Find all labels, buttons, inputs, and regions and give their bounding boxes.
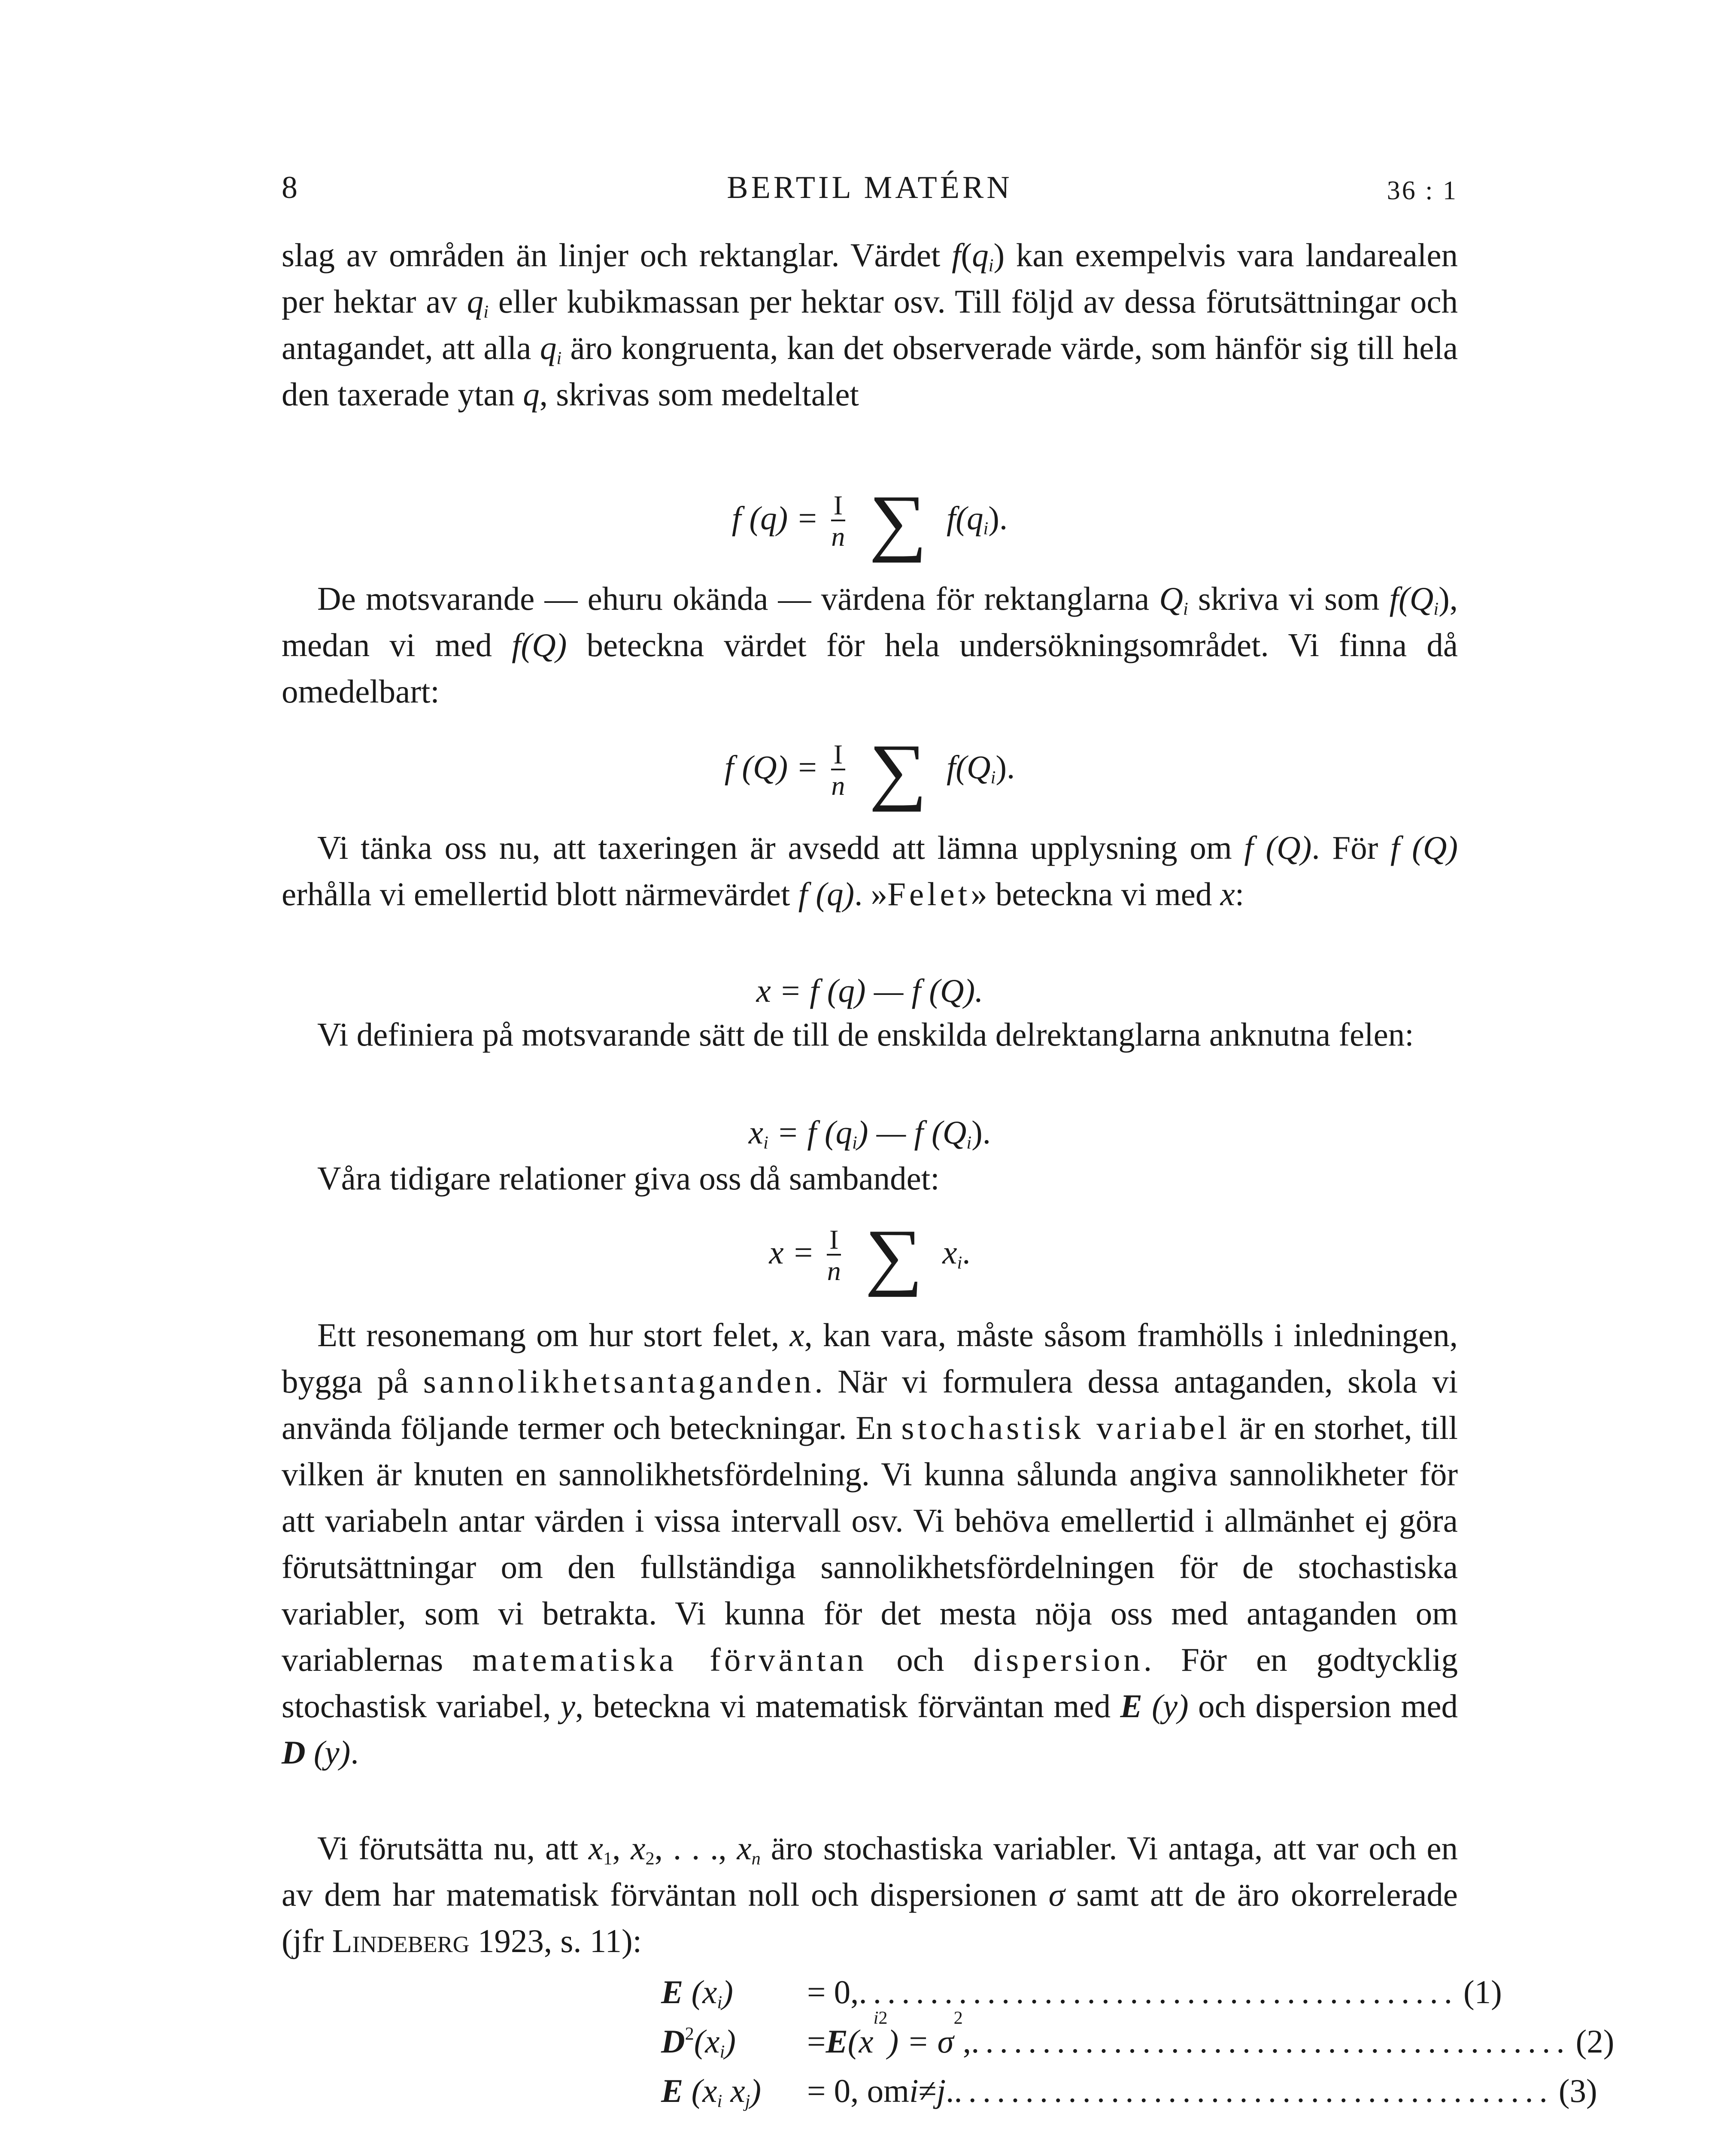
equation-error-x: x = f (q) — f (Q). <box>756 972 983 1010</box>
document-page: 8 BERTIL MATÉRN 36 : 1 slag av områden än linjer och rektanglar. Värdet $f(q_i)$ kan exempelvis vara landarealen per hektar av $q_i$ eller kubikmassan per hektar osv. Till följd av dessa förutsättningar och antagandet, att alla $q_i$ äro kongruenta, kan det observerade värde, som hänför sig till hela den taxerade ytan q, skrivas som medeltalet f (q) = $\frac{I}{n}$ ∑ $f(q_i)$. De motsvarande — ehuru okända — värdena för rektanglarna $Q_i$ skriva vi som $f(Q_i)$, medan vi med f(Q) beteckna värdet för hela undersökningsområdet. Vi finna då omedelbart: f (Q) = $\frac{I}{n}$ ∑ $f(Q_i)$. Vi tänka oss nu, att taxeringen är avsedd att lämna upplysning om f (Q). För f (Q) erhålla vi emellertid blott närmevärdet f (q). »Felet» beteckna vi med x: x = f (q) — f (Q). Vi definiera på motsvarande sätt de till de enskilda delrektanglarna anknutna felen: $x_i = f$ $(q_i)$ — f $(Q_i)$. Våra tidigare relationer giva oss då sambandet: x = $\frac{I}{n}$ ∑ $x_i$. Ett resonemang om hur stort felet, x, kan vara, måste såsom framhölls i inledningen, bygga på sannolikhetsantaganden. När vi formulera dessa antaganden, skola vi använda följande termer och beteckningar. En stochastisk variabel är en storhet, till vilken är knuten en sannolikhetsfördelning. Vi kunna sålunda angiva sannolikheter för att variabeln antar värden i vissa intervall osv. Vi behöva emellertid i allmänhet ej göra förutsättningar om den fullständiga sannolikhetsfördelningen för de stochastiska variabler, som vi betrakta. Vi kunna för det mesta nöja oss med antaganden om variablernas matematiska förväntan och dispersion. För en godtycklig stochastisk variabel, y, beteckna vi matematisk förväntan med E (y) och dispersion med D (y). Vi förutsätta nu, att $x_1$, $x_2$, . . ., $x_n$ äro stochastiska variabler. Vi antaga, att var och en av dem har matematisk förväntan noll och dispersionen σ samt att de äro okorrelerade (jfr Lindeberg 1923, s. 11): E $(x_i)$ = 0, .......................................... (1) $D^2(x_i)$ = E (x i 2 ) = σ 2 , .......................................... (2) E ($x_i$ $x_j$) = 0, om i ≠ j . .......................................... (3) <box>0 0 1736 2147</box>
equation-x-sum: x = $\frac{I}{n}$ ∑ $x_i$. <box>769 1214 971 1298</box>
equation-number: (1) <box>1463 1974 1502 2010</box>
equation-number: (3) <box>1558 2072 1597 2109</box>
sigma-symbol: ∑ <box>869 480 927 563</box>
equation-number: (2) <box>1575 2023 1615 2060</box>
sigma-symbol: ∑ <box>865 1214 923 1298</box>
fraction: $\frac{I}{n}$ <box>827 1224 841 1286</box>
fraction: $\frac{I}{n}$ <box>831 490 845 552</box>
paragraph-7: Vi förutsätta nu, att $x_1$, $x_2$, . . ., $x_n$ äro stochastiska variabler. Vi antaga, att var och en av dem har matematisk förväntan noll och dispersionen σ samt att de äro okorrelerade (jfr Lindeberg 1923, s. 11): <box>282 1830 1458 1959</box>
page-number: 8 <box>282 170 297 205</box>
leader-dots: .......................................... <box>954 2072 1554 2109</box>
paragraph-5: Våra tidigare relationer giva oss då sambandet: <box>317 1160 940 1197</box>
paragraph-2: De motsvarande — ehuru okända — värdena för rektanglarna $Q_i$ skriva vi som $f(Q_i)$, medan vi med f(Q) beteckna värdet för hela undersökningsområdet. Vi finna då omedelbart: <box>282 580 1458 710</box>
section-number: 36 : 1 <box>1387 176 1458 205</box>
equation-mean-q: f (q) = $\frac{I}{n}$ ∑ $f(q_i)$. <box>731 480 1008 563</box>
sigma-symbol: ∑ <box>869 729 927 812</box>
paragraph-1: slag av områden än linjer och rektanglar. Värdet $f(q_i)$ kan exempelvis vara landarealen per hektar av $q_i$ eller kubikmassan per hektar osv. Till följd av dessa förutsättningar och antagandet, att alla $q_i$ äro kongruenta, kan det observerade värde, som hänför sig till hela den taxerade ytan q, skrivas som medeltalet <box>282 237 1458 413</box>
running-header <box>282 170 1458 221</box>
equation-mean-Q: f (Q) = $\frac{I}{n}$ ∑ $f(Q_i)$. <box>724 729 1015 812</box>
leader-dots: .......................................... <box>859 1974 1458 2010</box>
leader-dots: .......................................... <box>971 2023 1571 2060</box>
running-title: BERTIL MATÉRN <box>727 170 1013 205</box>
paragraph-6: Ett resonemang om hur stort felet, x, kan vara, måste såsom framhölls i inledningen, bygga på sannolikhetsantaganden. När vi formulera dessa antaganden, skola vi använda följande termer och beteckningar. En stochastisk variabel är en storhet, till vilken är knuten en sannolikhetsfördelning. Vi kunna sålunda angiva sannolikheter för att variabeln antar värden i vissa intervall osv. Vi behöva emellertid i allmänhet ej göra förutsättningar om den fullständiga sannolikhetsfördelningen för de stochastiska variabler, som vi betrakta. Vi kunna för det mesta nöja oss med antaganden om variablernas matematiska förväntan och dispersion. För en godtycklig stochastisk variabel, y, beteckna vi matematisk förväntan med E (y) och dispersion med D (y). <box>282 1317 1458 1771</box>
paragraph-3: Vi tänka oss nu, att taxeringen är avsedd att lämna upplysning om f (Q). För f (Q) erhålla vi emellertid blott närmevärdet f (q). »Felet» beteckna vi med x: <box>282 829 1458 912</box>
equation-error-xi: $x_i = f$ $(q_i)$ — f $(Q_i)$. <box>748 1114 991 1153</box>
paragraph-4: Vi definiera på motsvarande sätt de till de enskilda delrektanglarna anknutna felen: <box>317 1016 1414 1053</box>
fraction: $\frac{I}{n}$ <box>831 739 845 801</box>
